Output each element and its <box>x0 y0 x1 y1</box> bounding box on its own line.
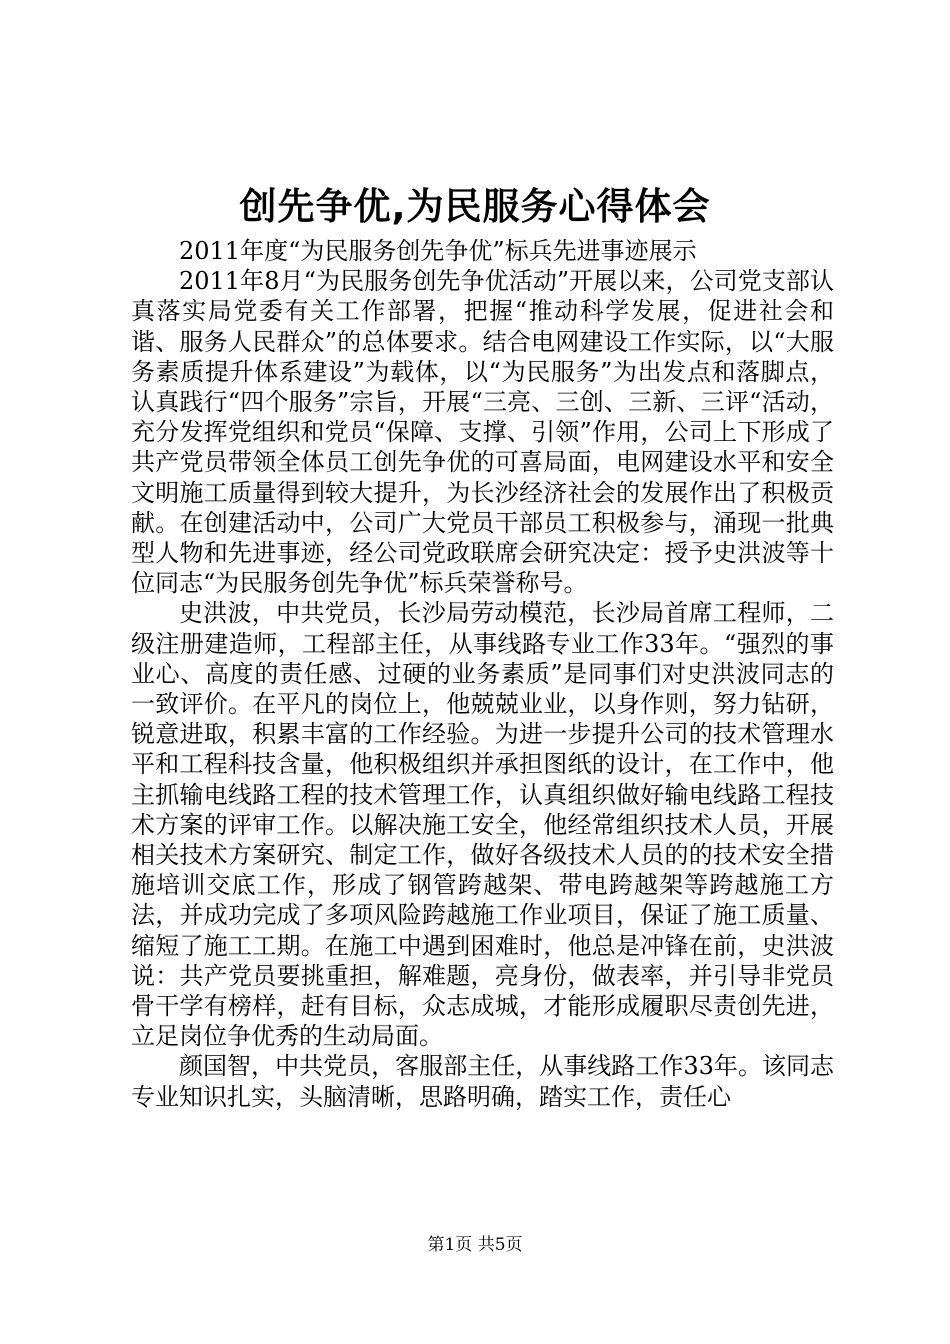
page-footer: 第1页 共5页 <box>427 1235 523 1255</box>
body-paragraph: 史洪波，中共党员，长沙局劳动模范，长沙局首席工程师，二级注册建造师，工程部主任，从事线路专业工作33年。“强烈的事业心、高度的责任感、过硬的业务素质”是同事们对史洪波同志的一致评价。在平凡的岗位上，他兢兢业业，以身作则，努力钻研，锐意进取，积累丰富的工作经验。为进一步提升公司的技术管理水平和工程科技含量，他积极组织并承担图纸的设计，在工作中，他主抓输电线路工程的技术管理工作，认真组织做好输电线路工程技术方案的评审工作。以解决施工安全，他经常组织技术人员，开展相关技术方案研究、制定工作，做好各级技术人员的的技术安全措施培训交底工作，形成了钢管跨越架、带电跨越架等跨越施工方法，并成功完成了多项风险跨越施工作业项目，保证了施工质量、缩短了施工工期。在施工中遇到困难时，他总是冲锋在前，史洪波说：共产党员要挑重担，解难题，亮身份，做表率，并引导非党员骨干学有榜样，赶有目标，众志成城，才能形成履职尽责创先进，立足岗位争优秀的生动局面。 <box>131 599 834 1051</box>
document-title: 创先争优,为民服务心得体会 <box>239 185 711 228</box>
document-body <box>131 236 834 1112</box>
subtitle-paragraph: 2011年度“为民服务创先争优”标兵先进事迹展示 <box>179 237 697 265</box>
body-paragraph: 颜国智，中共党员，客服部主任，从事线路工作33年。该同志专业知识扎实，头脑清晰，思路明确，踏实工作，责任心 <box>131 1052 834 1111</box>
body-paragraph: 2011年8月“为民服务创先争优活动”开展以来，公司党支部认真落实局党委有关工作部署，把握“推动科学发展，促进社会和谐、服务人民群众”的总体要求。结合电网建设工作实际，以“大服务素质提升体系建设”为载体，以“为民服务”为出发点和落脚点，认真践行“四个服务”宗旨，开展“三亮、三创、三新、三评“活动，充分发挥党组织和党员“保障、支撑、引领”作用，公司上下形成了共产党员带领全体员工创先争优的可喜局面，电网建设水平和安全文明施工质量得到较大提升，为长沙经济社会的发展作出了积极贡献。在创建活动中，公司广大党员干部员工积极参与，涌现一批典型人物和先进事迹，经公司党政联席会研究决定：授予史洪波等十位同志“为民服务创先争优”标兵荣誉称号。 <box>131 267 834 598</box>
